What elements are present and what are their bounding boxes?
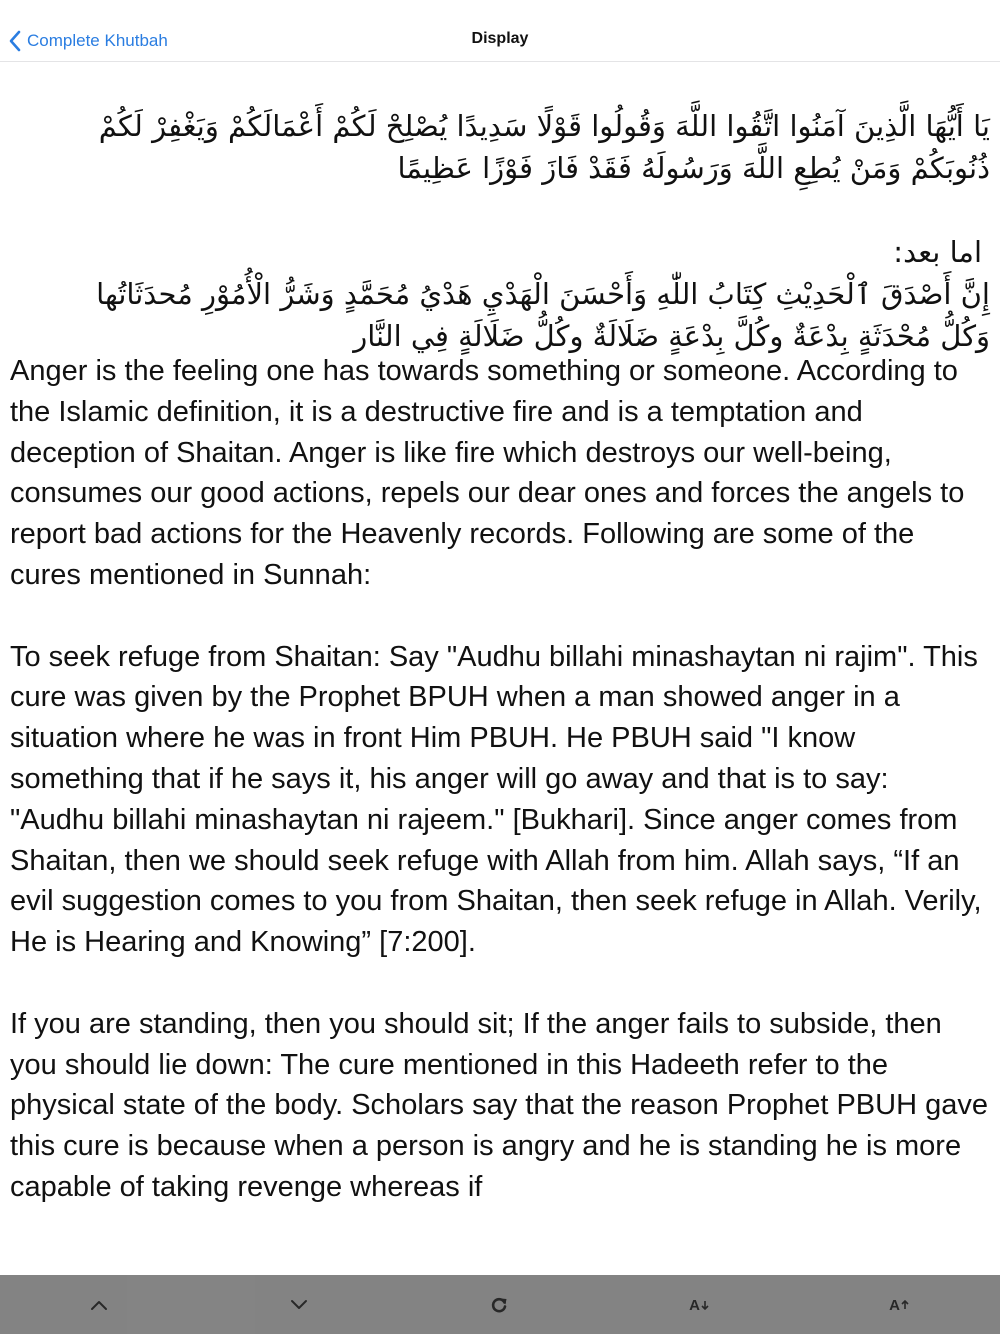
bottom-toolbar (0, 1275, 1000, 1334)
previous-button[interactable] (83, 1289, 115, 1321)
navigation-bar (0, 0, 1000, 62)
back-button[interactable] (6, 28, 168, 54)
arabic-opening-verse: يَا أَيُّهَا الَّذِينَ آمَنُوا اتَّقُوا اللَّهَ وَقُولُوا قَوْلًا سَدِيدًا يُصْلِحْ لَكُمْ أَعْمَالَكُمْ وَيَغْفِرْ لَكُمْ ذُنُوبَكُمْ وَمَنْ يُطِعِ اللَّهَ وَرَسُولَهُ فَقَدْ فَازَ فَوْزًا عَظِيمًا (98, 109, 990, 185)
khutbah-content[interactable] (0, 63, 1000, 1275)
refresh-icon (490, 1296, 508, 1314)
arabic-hadith: إِنَّ أَصْدَقَ ٱلْحَدِيْثِ كِتَابُ اللّٰهِ وَأَحْسَنَ الْهَدْيِ هَدْيُ مُحَمَّدٍ وَشَرُّ الْأُمُوْرِ مُحدَثَاتُها وَكُلُّ مُحْدَثَةٍ بِدْعَةٌ وكُلَّ بِدْعَةٍ ضَلَالَةٌ وكُلُّ ضَلَالَةٍ فِي النَّار (96, 277, 990, 353)
decrease-font-button[interactable] (683, 1289, 715, 1321)
chevron-up-icon (90, 1299, 108, 1311)
font-decrease-label: A (689, 1296, 700, 1314)
arabic-amma-bad: اما بعد: (893, 235, 982, 269)
font-decrease-icon (701, 1300, 709, 1310)
font-increase-label: A (889, 1296, 900, 1314)
paragraph-sit-or-lie-down: If you are standing, then you should sit; If the anger fails to subside, then you should lie down: The cure mentioned in this Hadeeth refer to the physical state of the body. Scholars say that the reason Prophet PBUH gave this cure is because when a person is angry and he is standing he is more capable of taking revenge whereas if (10, 1007, 988, 1203)
chevron-left-icon (6, 29, 26, 53)
paragraph-seek-refuge: To seek refuge from Shaitan: Say "Audhu billahi minashaytan ni rajim". This cure was given by the Prophet BPUH when a man showed anger in a situation where he was in front Him PBUH. He PBUH said "I know something that if he says it, his anger will go away and that is to say: "Audhu billahi minashaytan ni rajeem." [Bukhari]. Since anger comes from Shaitan, then we should seek refuge with Allah from him. Allah says, “If an evil suggestion comes to you from Shaitan, then seek refuge in Allah. Verily, He is Hearing and Knowing” [7:200]. (10, 640, 982, 959)
back-button-label: Complete Khutbah (27, 31, 168, 50)
page-title: Display (471, 30, 529, 47)
refresh-button[interactable] (483, 1289, 515, 1321)
next-button[interactable] (283, 1289, 315, 1321)
font-increase-icon (901, 1300, 909, 1310)
paragraph-anger-definition: Anger is the feeling one has towards something or someone. According to the Islamic definition, it is a destructive fire and is a temptation and deception of Shaitan. Anger is like fire which destroys our well-being, consumes our good actions, repels our dear ones and forces the angels to report bad actions for the Heavenly records. Following are some of the cures mentioned in Sunnah: (10, 355, 965, 591)
chevron-down-icon (290, 1299, 308, 1311)
increase-font-button[interactable] (883, 1289, 915, 1321)
